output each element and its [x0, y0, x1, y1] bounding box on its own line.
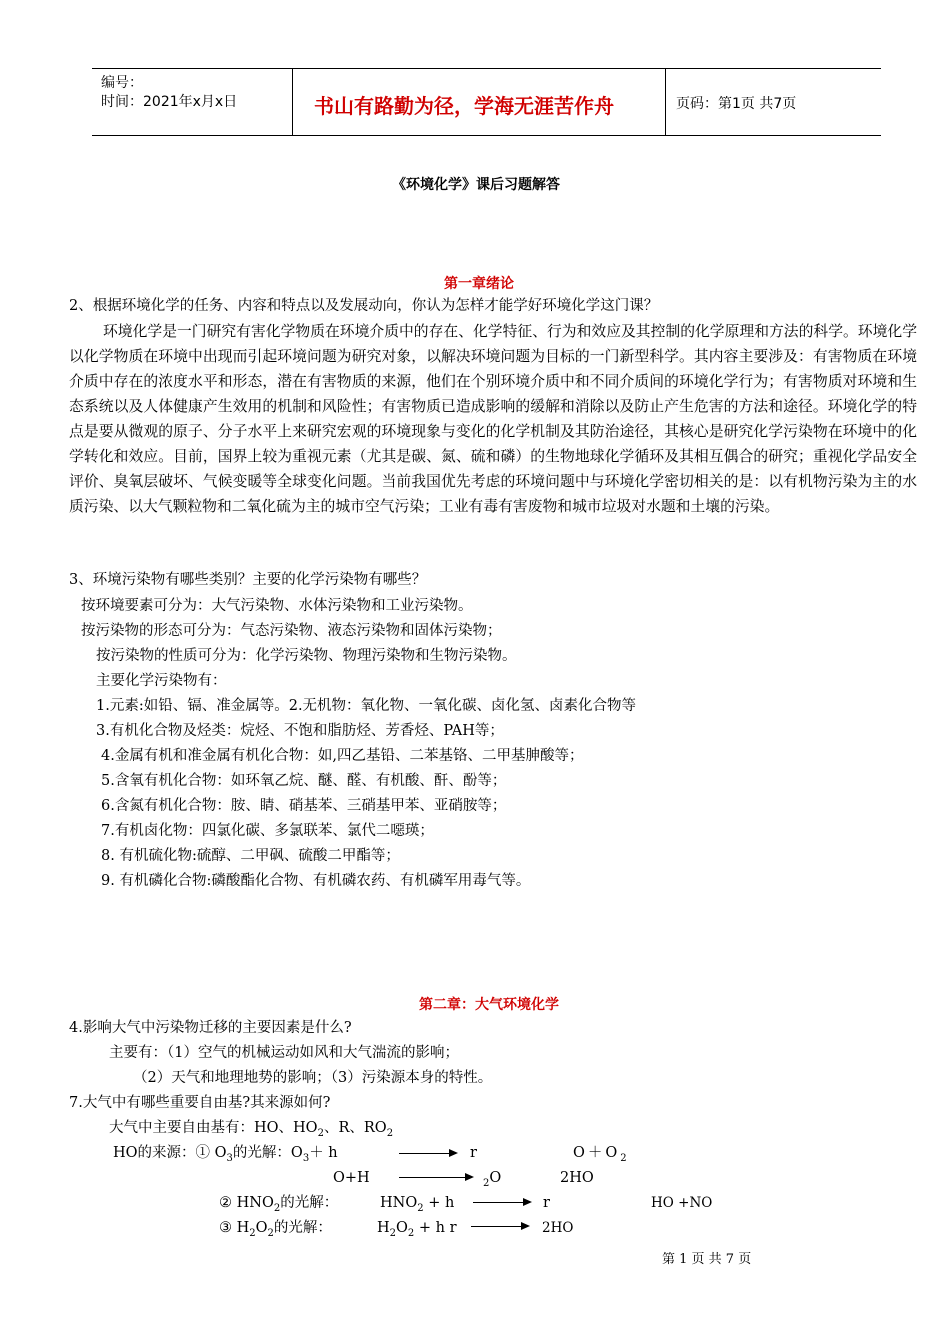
answer-3-line-3: 按污染物的性质可分为：化学污染物、物理污染物和生物污染物。 — [96, 648, 517, 664]
source1-label: ① O — [195, 1145, 227, 1161]
answer-3-line-4: 主要化学污染物有： — [96, 673, 227, 689]
answer-3-line-2: 按污染物的形态可分为：气态污染物、液态污染物和固体污染物； — [81, 623, 502, 639]
source2-eq-tail: + h — [423, 1195, 455, 1211]
radicals-sub-2: 2 — [386, 1127, 394, 1139]
answer-3-line-12: 9. 有机磷化合物:磷酸酯化合物、有机磷农药、有机磷军用毒气等。 — [101, 873, 531, 889]
source2-arrow — [473, 1202, 530, 1203]
source1-eq-sub: 3 — [302, 1152, 310, 1164]
source3-arrow — [471, 1226, 528, 1227]
source3-eq-mid: O — [396, 1220, 408, 1236]
answer-4-line-2: （2）天气和地理地势的影响；（3）污染源本身的特性。 — [133, 1070, 493, 1086]
header-bottom-border — [92, 135, 881, 136]
ho-source-text: HO的来源： — [113, 1145, 196, 1161]
chapter1-question-2: 2、根据环境化学的任务、内容和特点以及发展动向，你认为怎样才能学好环境化学这门课？ — [69, 298, 659, 314]
source1b-sub: 2 — [483, 1177, 490, 1189]
chapter2-question-7: 7.大气中有哪些重要自由基?其来源如何? — [69, 1095, 331, 1111]
chapter1-answer-2 — [69, 319, 917, 519]
source2-label-text: ② HNO — [219, 1195, 274, 1211]
header-divider-right — [665, 68, 666, 135]
source1-arrow — [399, 1153, 456, 1154]
source3-sub1: 2 — [249, 1227, 256, 1239]
header-number-label: 编号： — [101, 75, 143, 91]
answer-3-line-6: 3.有机化合物及烃类：烷烃、不饱和脂肪烃、芳香烃、PAH等； — [96, 723, 504, 739]
source1-product-sub: 2 — [620, 1152, 630, 1164]
source1b-product: 2HO — [560, 1170, 594, 1186]
source1-r: r — [470, 1145, 477, 1161]
chapter2-question-4: 4.影响大气中污染物迁移的主要因素是什么? — [69, 1020, 352, 1036]
source1-eq-tail: ＋ h — [309, 1145, 338, 1161]
chapter1-question-3: 3、环境污染物有哪些类别？主要的化学污染物有哪些？ — [69, 572, 427, 588]
document-title: 《环境化学》课后习题解答 — [392, 177, 560, 193]
source2-eq-sub: 2 — [417, 1202, 424, 1214]
source3-eq-sub2: 2 — [407, 1227, 415, 1239]
answer-3-line-7: 4.金属有机和准金属有机化合物：如,四乙基铅、二苯基铬、二甲基胂酸等； — [101, 748, 584, 764]
source3-eq — [377, 1216, 457, 1246]
source3-eq-sub1: 2 — [389, 1227, 397, 1239]
answer-3-line-9: 6.含氮有机化合物：胺、睛、硝基苯、三硝基甲苯、亚硝胺等； — [101, 798, 507, 814]
answer-3-line-10: 7.有机卤化物：四氯化碳、多氯联苯、氯代二噁瑛； — [101, 823, 434, 839]
source1-eq: O — [290, 1145, 303, 1161]
source3-label-text: ③ H — [219, 1220, 250, 1236]
header-motto: 书山有路勤为径，学海无涯苦作舟 — [314, 94, 614, 118]
chapter1-title: 第一章绪论 — [444, 276, 514, 292]
header-page-label: 页码：第1页 共7页 — [676, 96, 797, 112]
answer-4-line-1: 主要有：（1）空气的机械运动如风和大气湍流的影响； — [109, 1045, 459, 1061]
source3-mid: O — [255, 1220, 268, 1236]
source2-product: HO +NO — [651, 1195, 713, 1211]
source3-eq-tail: + h r — [414, 1220, 457, 1236]
header-time-label: 时间：2021年x月x日 — [101, 94, 238, 110]
answer-3-line-5: 1.元素:如铅、镉、准金属等。2.无机物：氧化物、一氧化碳、卤化氢、卤素化合物等 — [96, 698, 637, 714]
header-divider-left — [292, 68, 293, 135]
source2-r: r — [543, 1195, 550, 1211]
source1-product-text: O＋O — [573, 1145, 621, 1161]
radicals-text-2: 、R、RO — [323, 1120, 387, 1136]
source2-sub: 2 — [273, 1202, 281, 1214]
answer-3-line-11: 8. 有机硫化物:硫醇、二甲砜、硫酸二甲酯等； — [101, 848, 400, 864]
chapter2-title: 第二章：大气环境化学 — [419, 997, 559, 1013]
ho-source-label — [113, 1141, 338, 1171]
source1b-mid — [483, 1166, 501, 1196]
answer-2-text: 环境化学是一门研究有害化学物质在环境介质中的存在、化学特征、行为和效应及其控制的化学原理和方法的科学。环境化学以化学物质在环境中出现而引起环境问题为研究对象，以解决环境问题为目标的一门新型科学。其内容主要涉及：有害物质在环境介质中存在的浓度水平和形态，潜在有害物质的来源，他们在个别环境介质中和不同介质间的环境化学行为；有害物质对环境和生态系统以及人体健康产生效用的机制和风险性；有害物质已造成影响的缓解和消除以及防止产生危害的方法和途径。环境化学的特点是要从微观的原子、分子水平上来研究宏观的环境现象与变化的化学机制及其防治途径，其核心是研究化学污染物在环境中的化学转化和效应。目前，国界上较为重视元素（尤其是碳、氮、硫和磷）的生物地球化学循环及其相互偶合的研究；重视化学品安全评价、臭氧层破坏、气候变暖等全球变化问题。当前我国优先考虑的环境问题中与环境化学密切相关的是：以有机物污染为主的水质污染、以大气颗粒物和二氧化硫为主的城市空气污染；工业有毒有害废物和城市垃圾对水题和土壤的污染。 — [69, 323, 917, 515]
source1-sub: 3 — [226, 1152, 233, 1164]
source3-product: 2HO — [542, 1220, 574, 1236]
radicals-sub-1: 2 — [317, 1127, 324, 1139]
answer-3-line-1: 按环境要素可分为：大气污染物、水体污染物和工业污染物。 — [81, 598, 473, 614]
answer-3-line-8: 5.含氧有机化合物：如环氧乙烷、醚、醛、有机酸、酐、酚等； — [101, 773, 507, 789]
header-top-border — [92, 68, 881, 69]
source3-sub2: 2 — [267, 1227, 274, 1239]
source1-tail: 的光解： — [232, 1145, 291, 1161]
page-footer: 第 1 页 共 7 页 — [662, 1252, 752, 1267]
source2-eq-text: HNO — [380, 1195, 418, 1211]
source2-tail: 的光解： — [280, 1195, 339, 1211]
source3-label — [219, 1216, 332, 1246]
source3-eq-text: H — [377, 1220, 390, 1236]
source1b-arrow — [399, 1177, 472, 1178]
radicals-text-1: 大气中主要自由基有：HO、HO — [109, 1120, 318, 1136]
source1b-o: O — [489, 1170, 502, 1186]
source1b-left: O+H — [333, 1170, 370, 1186]
source3-tail: 的光解： — [273, 1220, 332, 1236]
